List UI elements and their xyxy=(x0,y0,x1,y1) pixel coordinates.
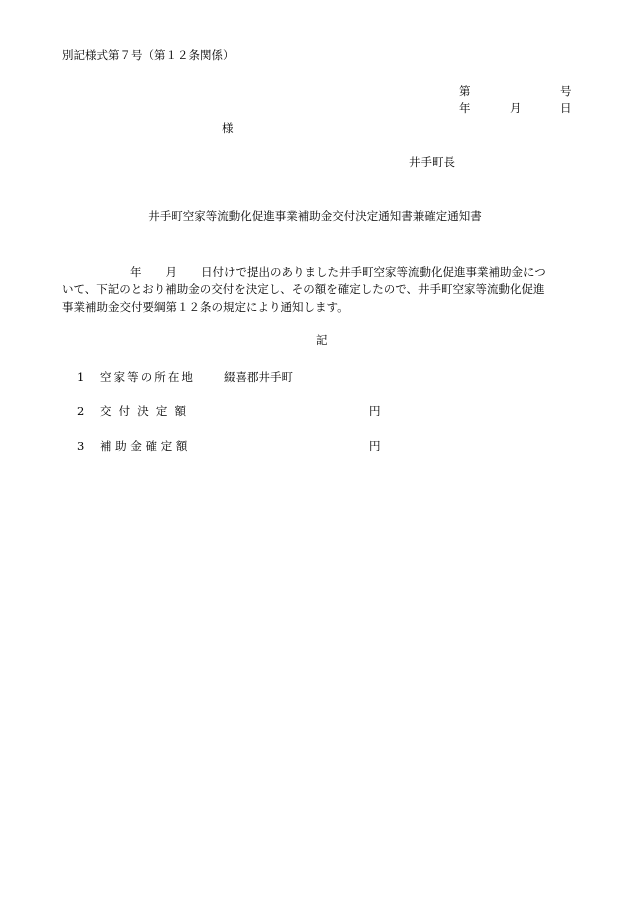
date-month-label: 月 xyxy=(510,101,522,115)
item-number: 1 xyxy=(77,370,85,384)
body-line-1-text: 日付けで提出のありました井手町空家等流動化促進事業補助金につ xyxy=(201,265,546,279)
item-label: 交付決定額 xyxy=(100,404,194,418)
item-label: 空家等の所在地 xyxy=(100,370,195,384)
item-unit: 円 xyxy=(369,439,381,453)
issuer-name: 井手町長 xyxy=(409,155,455,169)
body-year-label: 年 xyxy=(130,265,142,279)
ki-heading: 記 xyxy=(316,333,328,347)
item-label: 補助金確定額 xyxy=(100,439,192,453)
body-paragraph xyxy=(62,264,582,316)
item-number: 2 xyxy=(77,404,85,418)
body-line-1 xyxy=(62,264,582,281)
body-line-2: いて、下記のとおり補助金の交付を決定し、その額を確定したので、井手町空家等流動化促進 xyxy=(62,282,545,297)
body-line-3: 事業補助金交付要綱第１２条の規定により通知します。 xyxy=(62,299,349,314)
issue-number-prefix: 第 xyxy=(459,84,471,98)
date-day-label: 日 xyxy=(560,101,572,115)
issue-number-suffix: 号 xyxy=(560,84,572,98)
form-label: 別記様式第７号（第１２条関係） xyxy=(62,48,235,62)
body-month-label: 月 xyxy=(165,265,177,279)
item-number: 3 xyxy=(77,439,85,453)
item-unit: 円 xyxy=(369,404,381,418)
document-title: 井手町空家等流動化促進事業補助金交付決定通知書兼確定通知書 xyxy=(148,209,482,223)
date-year-label: 年 xyxy=(459,101,471,115)
addressee-honorific: 様 xyxy=(222,121,234,135)
item-value: 綴喜郡井手町 xyxy=(224,370,293,384)
